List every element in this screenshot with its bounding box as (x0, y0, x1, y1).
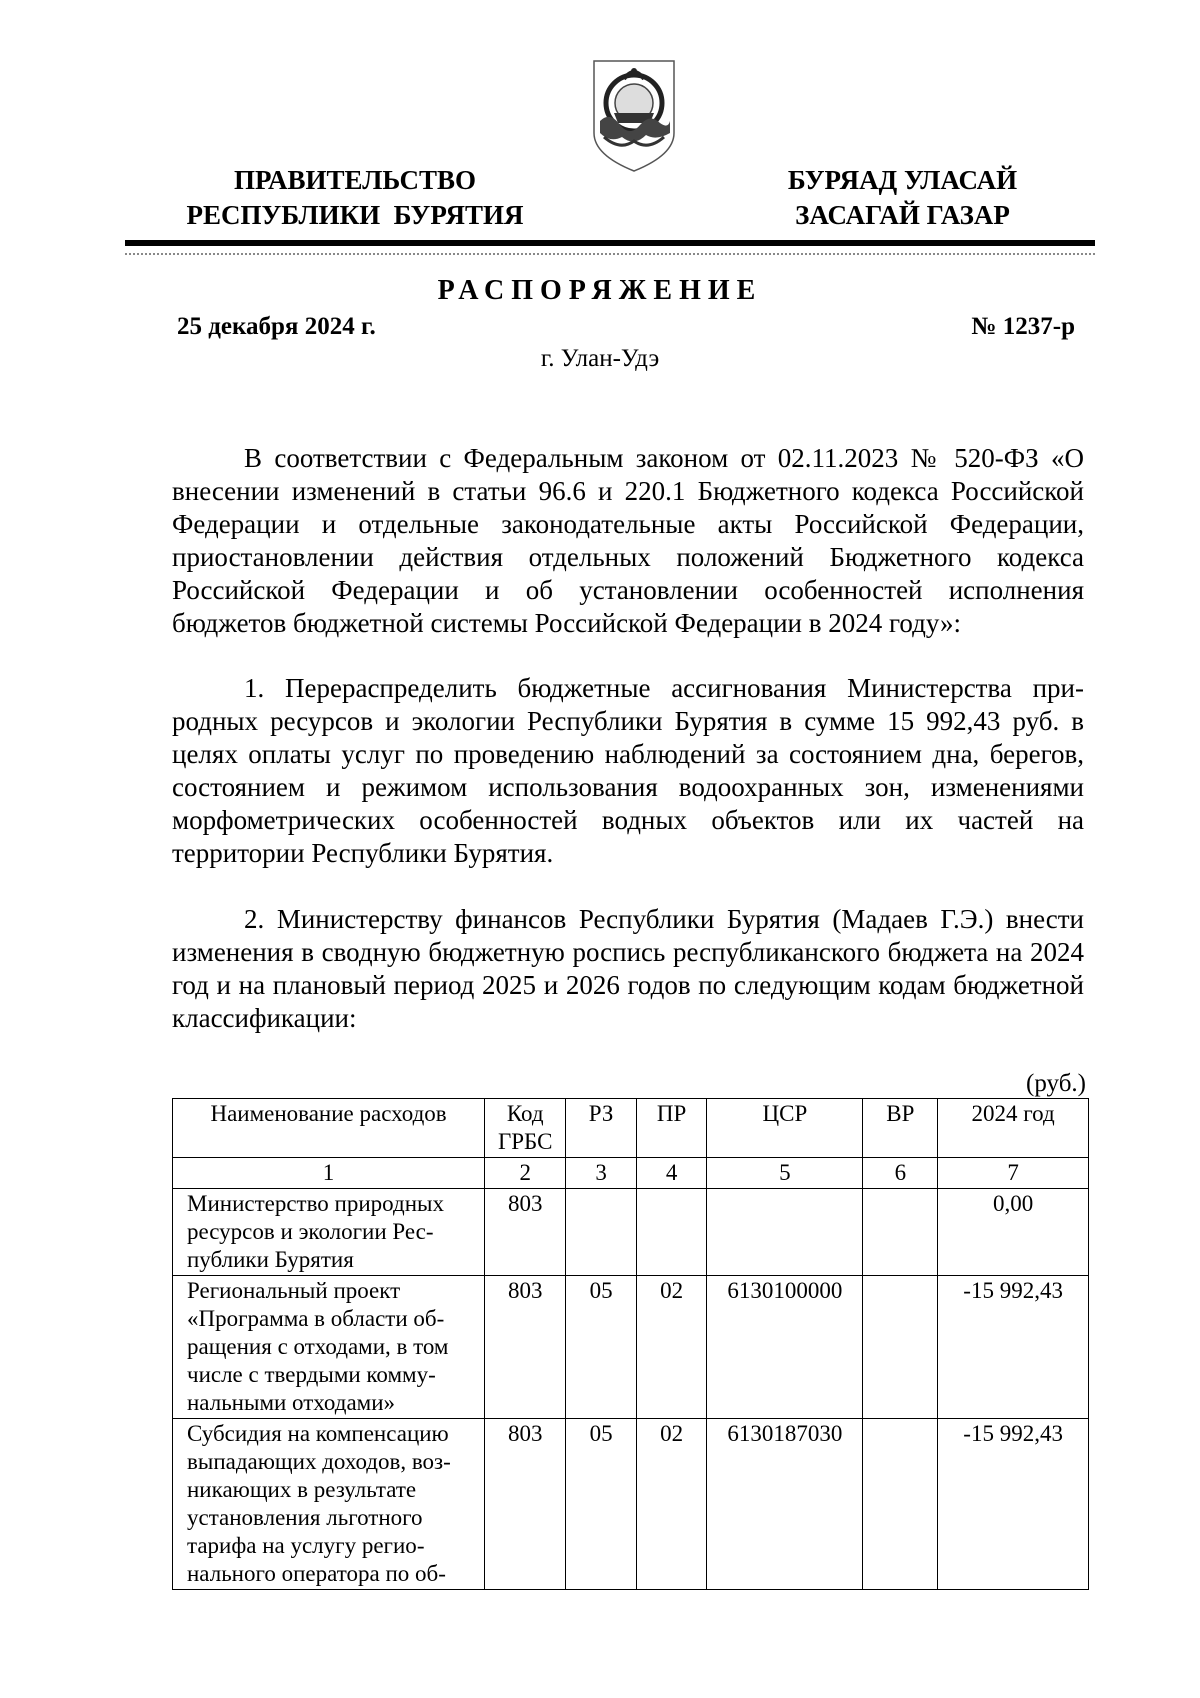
vr-cell (863, 1276, 938, 1419)
table-unit: (руб.) (1026, 1070, 1086, 1097)
header-cell: ЦСР (707, 1099, 863, 1158)
amount-cell: -15 992,43 (938, 1276, 1089, 1419)
rz-cell: 05 (566, 1276, 637, 1419)
expense-name-cell: Региональный проект «Программа в области обращения с отходами, в том числе с твердыми коммунальными отходами» (173, 1276, 485, 1419)
column-number-cell: 2 (485, 1158, 566, 1189)
document-city: г. Улан-Удэ (540, 345, 660, 372)
clause-2-paragraph: 2. Министерству финансов Республики Бурятия (Мадаев Г.Э.) внести изменения в сводную бюджетную роспись республиканского бюджета на 2024 год и на плановый период 2025 и 2026 годов по следующим кодам бюджетной классификации: (172, 904, 1084, 1033)
clause-1-paragraph: 1. Перераспределить бюджетные ассигнования Министерства природных ресурсов и экологии Республики Бурятия в сумме 15 992,43 руб. в целях оплаты услуг по проведению наблюдений за состоянием дна, берегов, состоянием и режимом использования водоохранных зон, изменениями морфометрических особенностей водных объектов или их частей на территории Республики Бурятия. (172, 673, 1084, 868)
grbs-cell: 803 (485, 1419, 566, 1590)
header-cell: РЗ (566, 1099, 637, 1158)
expense-name-cell: Министерство природных ресурсов и экологии Республики Бурятия (173, 1189, 485, 1276)
org-left-line2: РЕСПУБЛИКИ БУРЯТИЯ (186, 200, 524, 230)
header-cell: ВР (863, 1099, 938, 1158)
column-number-cell: 3 (566, 1158, 637, 1189)
header-divider-dotted (125, 253, 1095, 255)
column-number-cell: 1 (173, 1158, 485, 1189)
grbs-cell: 803 (485, 1276, 566, 1419)
table-row (173, 1189, 1089, 1276)
rz-cell: 05 (566, 1419, 637, 1590)
amount-cell: -15 992,43 (938, 1419, 1089, 1590)
preamble-paragraph: В соответствии с Федеральным законом от 02.11.2023 № 520-ФЗ «О внесении изменений в статьи 96.6 и 220.1 Бюджетного кодекса Российской Федерации и отдельные законодательные акты Российской Федерации, приостановлении действия отдельных положений Бюджетного кодекса Российской Федерации и об установлении особенностей исполнения бюджетов бюджетной системы Российской Федерации в 2024 году»: (172, 443, 1084, 638)
column-number-cell: 6 (863, 1158, 938, 1189)
table-header-row (173, 1099, 1089, 1158)
table-row (173, 1419, 1089, 1590)
pr-cell (636, 1189, 707, 1276)
government-name-buryat (760, 163, 1045, 233)
org-left-line1: ПРАВИТЕЛЬСТВО (233, 165, 477, 195)
header-divider-thick (125, 240, 1095, 246)
org-right-line1: БУРЯАД УЛАСАЙ (787, 165, 1018, 195)
column-number-cell: 5 (707, 1158, 863, 1189)
table-column-number-row (173, 1158, 1089, 1189)
vr-cell (863, 1419, 938, 1590)
table-row (173, 1276, 1089, 1419)
header-cell: Наименование расходов (173, 1099, 485, 1158)
government-name-russian (170, 163, 540, 233)
document-title: РАСПОРЯЖЕНИЕ (437, 275, 763, 306)
budget-table (172, 1098, 1089, 1590)
grbs-cell: 803 (485, 1189, 566, 1276)
column-number-cell: 4 (636, 1158, 707, 1189)
rz-cell (566, 1189, 637, 1276)
column-number-cell: 7 (938, 1158, 1089, 1189)
amount-cell: 0,00 (938, 1189, 1089, 1276)
header-cell: ПР (636, 1099, 707, 1158)
csr-cell: 6130187030 (707, 1419, 863, 1590)
csr-cell (707, 1189, 863, 1276)
vr-cell (863, 1189, 938, 1276)
document-date: 25 декабря 2024 г. (177, 313, 376, 340)
header-cell: 2024 год (938, 1099, 1089, 1158)
pr-cell: 02 (636, 1276, 707, 1419)
org-right-line2: ЗАСАГАЙ ГАЗАР (795, 200, 1010, 230)
document-number: № 1237-р (971, 313, 1075, 340)
pr-cell: 02 (636, 1419, 707, 1590)
header-cell: Код ГРБС (485, 1099, 566, 1158)
coat-of-arms-icon (590, 55, 678, 175)
csr-cell: 6130100000 (707, 1276, 863, 1419)
expense-name-cell: Субсидия на компенсацию выпадающих доходов, возникающих в результате установления льготного тарифа на услугу регионального оператора по об- (173, 1419, 485, 1590)
